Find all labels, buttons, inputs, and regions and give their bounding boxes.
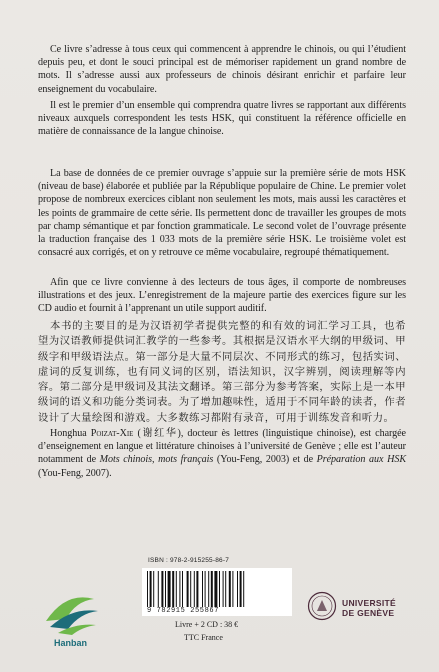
barcode-bar bbox=[208, 571, 209, 607]
description-paragraph-1 bbox=[38, 43, 406, 96]
barcode-bar bbox=[214, 571, 217, 607]
paragraph-text: Afin que ce livre convienne à des lecteurs de tous âges, il comporte de nombreuses illustrations et des jeux. L’enregistrement de la majeure partie des exercices figure sur les CD audio et fournit à l’apprenant un utile support auditif. bbox=[38, 277, 406, 315]
description-paragraph-3 bbox=[38, 167, 406, 259]
description-paragraph-2 bbox=[38, 99, 406, 139]
barcode-bar bbox=[237, 571, 238, 607]
barcode-bar bbox=[158, 571, 159, 607]
barcode-bar bbox=[176, 571, 177, 607]
barcode-bar bbox=[168, 571, 171, 607]
paragraph-text: Ce livre s’adresse à tous ceux qui commencent à apprendre le chinois, ou qui l’étudient depuis peu, et dont le souci principal est de mémoriser rapidement un grand nombre de mots. Il s’adresse aussi aux professeurs de chinois désirant enrichir et parfaire leur enseignement du vocabulaire. bbox=[38, 44, 406, 95]
barcode-bar bbox=[150, 571, 152, 607]
barcode-bar bbox=[147, 571, 148, 607]
price-note: TTC France bbox=[184, 633, 223, 642]
barcode-digits: 9 782915 255867 bbox=[147, 607, 220, 615]
book-title-2: Préparation aux HSK bbox=[316, 454, 406, 466]
university-line-1: UNIVERSITÉ bbox=[342, 598, 397, 608]
hanban-label: Hanban bbox=[54, 638, 88, 648]
barcode-bar bbox=[202, 571, 203, 607]
author-bio bbox=[38, 427, 406, 480]
barcode-bar bbox=[172, 571, 174, 607]
author-first-name: Honghua bbox=[50, 428, 87, 439]
barcode-bar bbox=[219, 571, 220, 607]
bio-text: (谢红华), docteur ès lettres (linguistique chinoise), est chargée d’enseignement en langue et littérature chinoises à l’université de Genève ; elle est l’auteur notamment de bbox=[38, 428, 406, 466]
university-seal-icon bbox=[307, 591, 337, 621]
bio-text-end: (You-Feng, 2007). bbox=[38, 467, 112, 479]
hanban-logo-icon bbox=[36, 581, 104, 641]
isbn: ISBN : 978-2-915255-86-7 bbox=[148, 557, 230, 564]
barcode-bar bbox=[190, 571, 191, 607]
barcode-bar bbox=[161, 571, 163, 607]
chinese-text: 本书的主要目的是为汉语初学者提供完整的和有效的词汇学习工具，也希望为汉语教师提供词汇教学的一些参考。其根据是汉语水平大纲的甲级词、甲级字和甲级语法点。第一部分是大量不同层次、不同形式的练习，包括实词、虚词的反复训练，也有同义词的区别，语法知识，汉字辨别，阅读理解等内容。第二部分是甲级词及其法文翻译。第三部分为参考答案，实际上是一本甲级词的语义和功能分类词表。为了增加趣味性，适用于不同年龄的读者，作者设计了大量绘图和游戏。大多数练习都附有录音，可用于训练发音和听力。 bbox=[38, 320, 406, 424]
bio-text-mid: (You-Feng, 2003) et de bbox=[213, 454, 317, 466]
barcode-bar bbox=[240, 571, 242, 607]
chinese-description bbox=[38, 319, 406, 426]
barcode-bar bbox=[205, 571, 206, 607]
barcode-bar bbox=[225, 571, 226, 607]
university-line-2: DE GENÈVE bbox=[342, 608, 395, 618]
barcode-bar bbox=[153, 571, 154, 607]
book-title-1: Mots chinois, mots français bbox=[99, 454, 214, 466]
paragraph-text: Il est le premier d’un ensemble qui comprendra quatre livres se rapportant aux différents niveaux auxquels correspondent les tests HSK, qui constituent la référence officielle en matière de connaissance de la langue chinoise. bbox=[38, 100, 406, 138]
university-name bbox=[342, 598, 396, 618]
barcode-bar bbox=[232, 571, 233, 607]
barcode-bar bbox=[211, 571, 213, 607]
author-bio-text bbox=[38, 427, 406, 480]
barcode-bar bbox=[223, 571, 224, 607]
paragraph-text: La base de données de ce premier ouvrage s’appuie sur la première série de mots HSK (niveau de base) élaborée et publiée par la République populaire de Chine. Le premier volet propose de nombreux exercices ciblant non seulement les mots, mais aussi les caractères et les points de grammaire de cette série. Ils permettent donc de travailler les groupes de mots par champ sémantique et par fonction grammaticale. Le second volet de l’ouvrage présente la traduction française des 1 033 mots de la première série HSK. Le troisième volet est consacré aux corrigés, et on y retrouve ce même vocabulaire, regroupé thématiquement. bbox=[38, 168, 406, 259]
author-surname: Poizat-Xie bbox=[90, 428, 134, 439]
barcode-bar bbox=[182, 571, 183, 607]
description-paragraph-4 bbox=[38, 276, 406, 316]
barcode-bar bbox=[229, 571, 231, 607]
barcode-bar bbox=[179, 571, 180, 607]
barcode-bar bbox=[187, 571, 189, 607]
barcode-bar bbox=[243, 571, 244, 607]
price: Livre + 2 CD : 38 € bbox=[175, 620, 239, 629]
barcode-bar bbox=[194, 571, 195, 607]
barcode-bar bbox=[165, 571, 166, 607]
barcode-bar bbox=[196, 571, 198, 607]
